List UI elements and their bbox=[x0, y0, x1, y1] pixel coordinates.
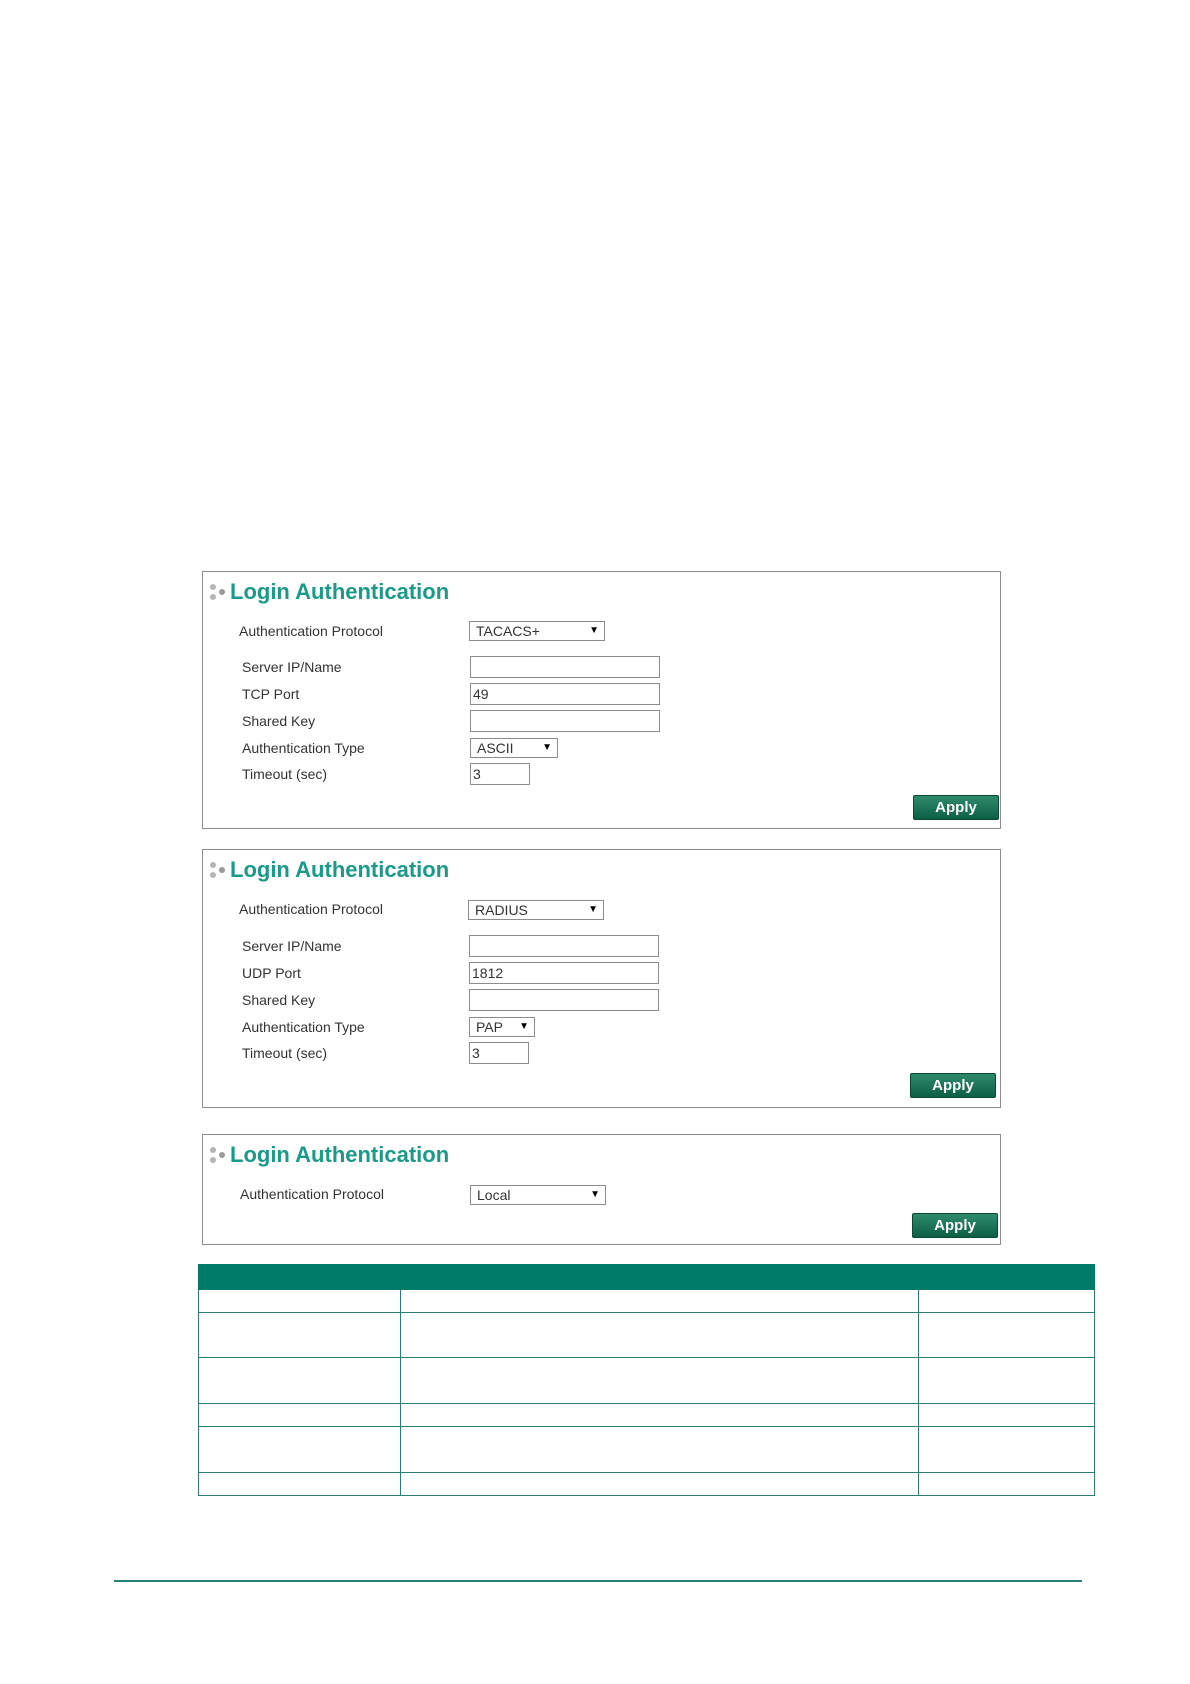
auth-protocol-value: TACACS+ bbox=[476, 623, 540, 639]
auth-protocol-value: RADIUS bbox=[475, 902, 528, 918]
table-header-cell bbox=[401, 1265, 919, 1290]
table-cell bbox=[401, 1290, 919, 1313]
table-cell bbox=[919, 1473, 1095, 1496]
auth-protocol-label: Authentication Protocol bbox=[239, 901, 383, 917]
parameter-table bbox=[198, 1264, 1095, 1496]
table-cell bbox=[199, 1313, 401, 1358]
login-auth-panel-tacacs bbox=[202, 571, 1001, 829]
panel-title-text: Login Authentication bbox=[230, 857, 450, 882]
timeout-label: Timeout (sec) bbox=[242, 766, 328, 782]
apply-button[interactable]: Apply bbox=[910, 1073, 996, 1098]
auth-protocol-select[interactable] bbox=[468, 900, 604, 920]
table-row bbox=[199, 1427, 1095, 1473]
login-auth-panel-local bbox=[202, 1134, 1001, 1245]
table-cell bbox=[919, 1290, 1095, 1313]
server-ip-label: Server IP/Name bbox=[242, 938, 342, 954]
udp-port-label: UDP Port bbox=[242, 965, 301, 981]
shared-key-label: Shared Key bbox=[242, 713, 316, 729]
shared-key-input[interactable] bbox=[469, 989, 659, 1011]
table-cell bbox=[401, 1358, 919, 1404]
auth-type-label: Authentication Type bbox=[242, 1019, 365, 1035]
footer-divider bbox=[114, 1580, 1082, 1582]
server-ip-input[interactable] bbox=[469, 935, 659, 957]
auth-type-select[interactable] bbox=[469, 1017, 535, 1037]
tcp-port-label: TCP Port bbox=[242, 686, 300, 702]
table-row bbox=[199, 1358, 1095, 1404]
timeout-input[interactable]: 3 bbox=[469, 1042, 529, 1064]
table-header-row bbox=[199, 1265, 1095, 1290]
dots-icon bbox=[208, 858, 226, 882]
auth-protocol-value: Local bbox=[477, 1187, 511, 1203]
table-row bbox=[199, 1473, 1095, 1496]
apply-button[interactable]: Apply bbox=[912, 1213, 998, 1238]
table-cell bbox=[401, 1313, 919, 1358]
dots-icon bbox=[208, 1143, 226, 1167]
table-cell bbox=[401, 1404, 919, 1427]
auth-type-select[interactable] bbox=[470, 738, 558, 758]
server-ip-label: Server IP/Name bbox=[242, 659, 342, 675]
panel-title bbox=[208, 1141, 449, 1169]
table-row bbox=[199, 1290, 1095, 1313]
shared-key-label: Shared Key bbox=[242, 992, 316, 1008]
dropdown-arrow-icon: ▼ bbox=[590, 1189, 600, 1200]
panel-title-text: Login Authentication bbox=[230, 1142, 450, 1167]
auth-type-value: PAP bbox=[476, 1019, 503, 1035]
dropdown-arrow-icon: ▼ bbox=[519, 1021, 529, 1032]
auth-protocol-select[interactable] bbox=[469, 621, 605, 641]
table-cell bbox=[199, 1358, 401, 1404]
timeout-label: Timeout (sec) bbox=[242, 1045, 328, 1061]
dropdown-arrow-icon: ▼ bbox=[542, 742, 552, 753]
panel-title bbox=[208, 856, 449, 884]
udp-port-input[interactable]: 1812 bbox=[469, 962, 659, 984]
table-cell bbox=[401, 1427, 919, 1473]
login-auth-panel-radius bbox=[202, 849, 1001, 1108]
panel-title bbox=[208, 578, 449, 606]
table-cell bbox=[199, 1473, 401, 1496]
dots-icon bbox=[208, 580, 226, 604]
panel-title-text: Login Authentication bbox=[230, 579, 450, 604]
shared-key-input[interactable] bbox=[470, 710, 660, 732]
timeout-input[interactable]: 3 bbox=[470, 763, 530, 785]
apply-button[interactable]: Apply bbox=[913, 795, 999, 820]
table-cell bbox=[919, 1358, 1095, 1404]
table-cell bbox=[919, 1404, 1095, 1427]
server-ip-input[interactable] bbox=[470, 656, 660, 678]
table-row bbox=[199, 1313, 1095, 1358]
dropdown-arrow-icon: ▼ bbox=[589, 625, 599, 636]
table-header-cell bbox=[919, 1265, 1095, 1290]
table-cell bbox=[199, 1290, 401, 1313]
auth-type-value: ASCII bbox=[477, 740, 514, 756]
table-cell bbox=[919, 1313, 1095, 1358]
table-cell bbox=[401, 1473, 919, 1496]
table-cell bbox=[919, 1427, 1095, 1473]
dropdown-arrow-icon: ▼ bbox=[588, 904, 598, 915]
auth-protocol-label: Authentication Protocol bbox=[239, 623, 383, 639]
table-cell bbox=[199, 1427, 401, 1473]
table-cell bbox=[199, 1404, 401, 1427]
table-row bbox=[199, 1404, 1095, 1427]
tcp-port-input[interactable]: 49 bbox=[470, 683, 660, 705]
table-header-cell bbox=[199, 1265, 401, 1290]
auth-protocol-label: Authentication Protocol bbox=[240, 1186, 384, 1202]
auth-type-label: Authentication Type bbox=[242, 740, 365, 756]
auth-protocol-select[interactable] bbox=[470, 1185, 606, 1205]
